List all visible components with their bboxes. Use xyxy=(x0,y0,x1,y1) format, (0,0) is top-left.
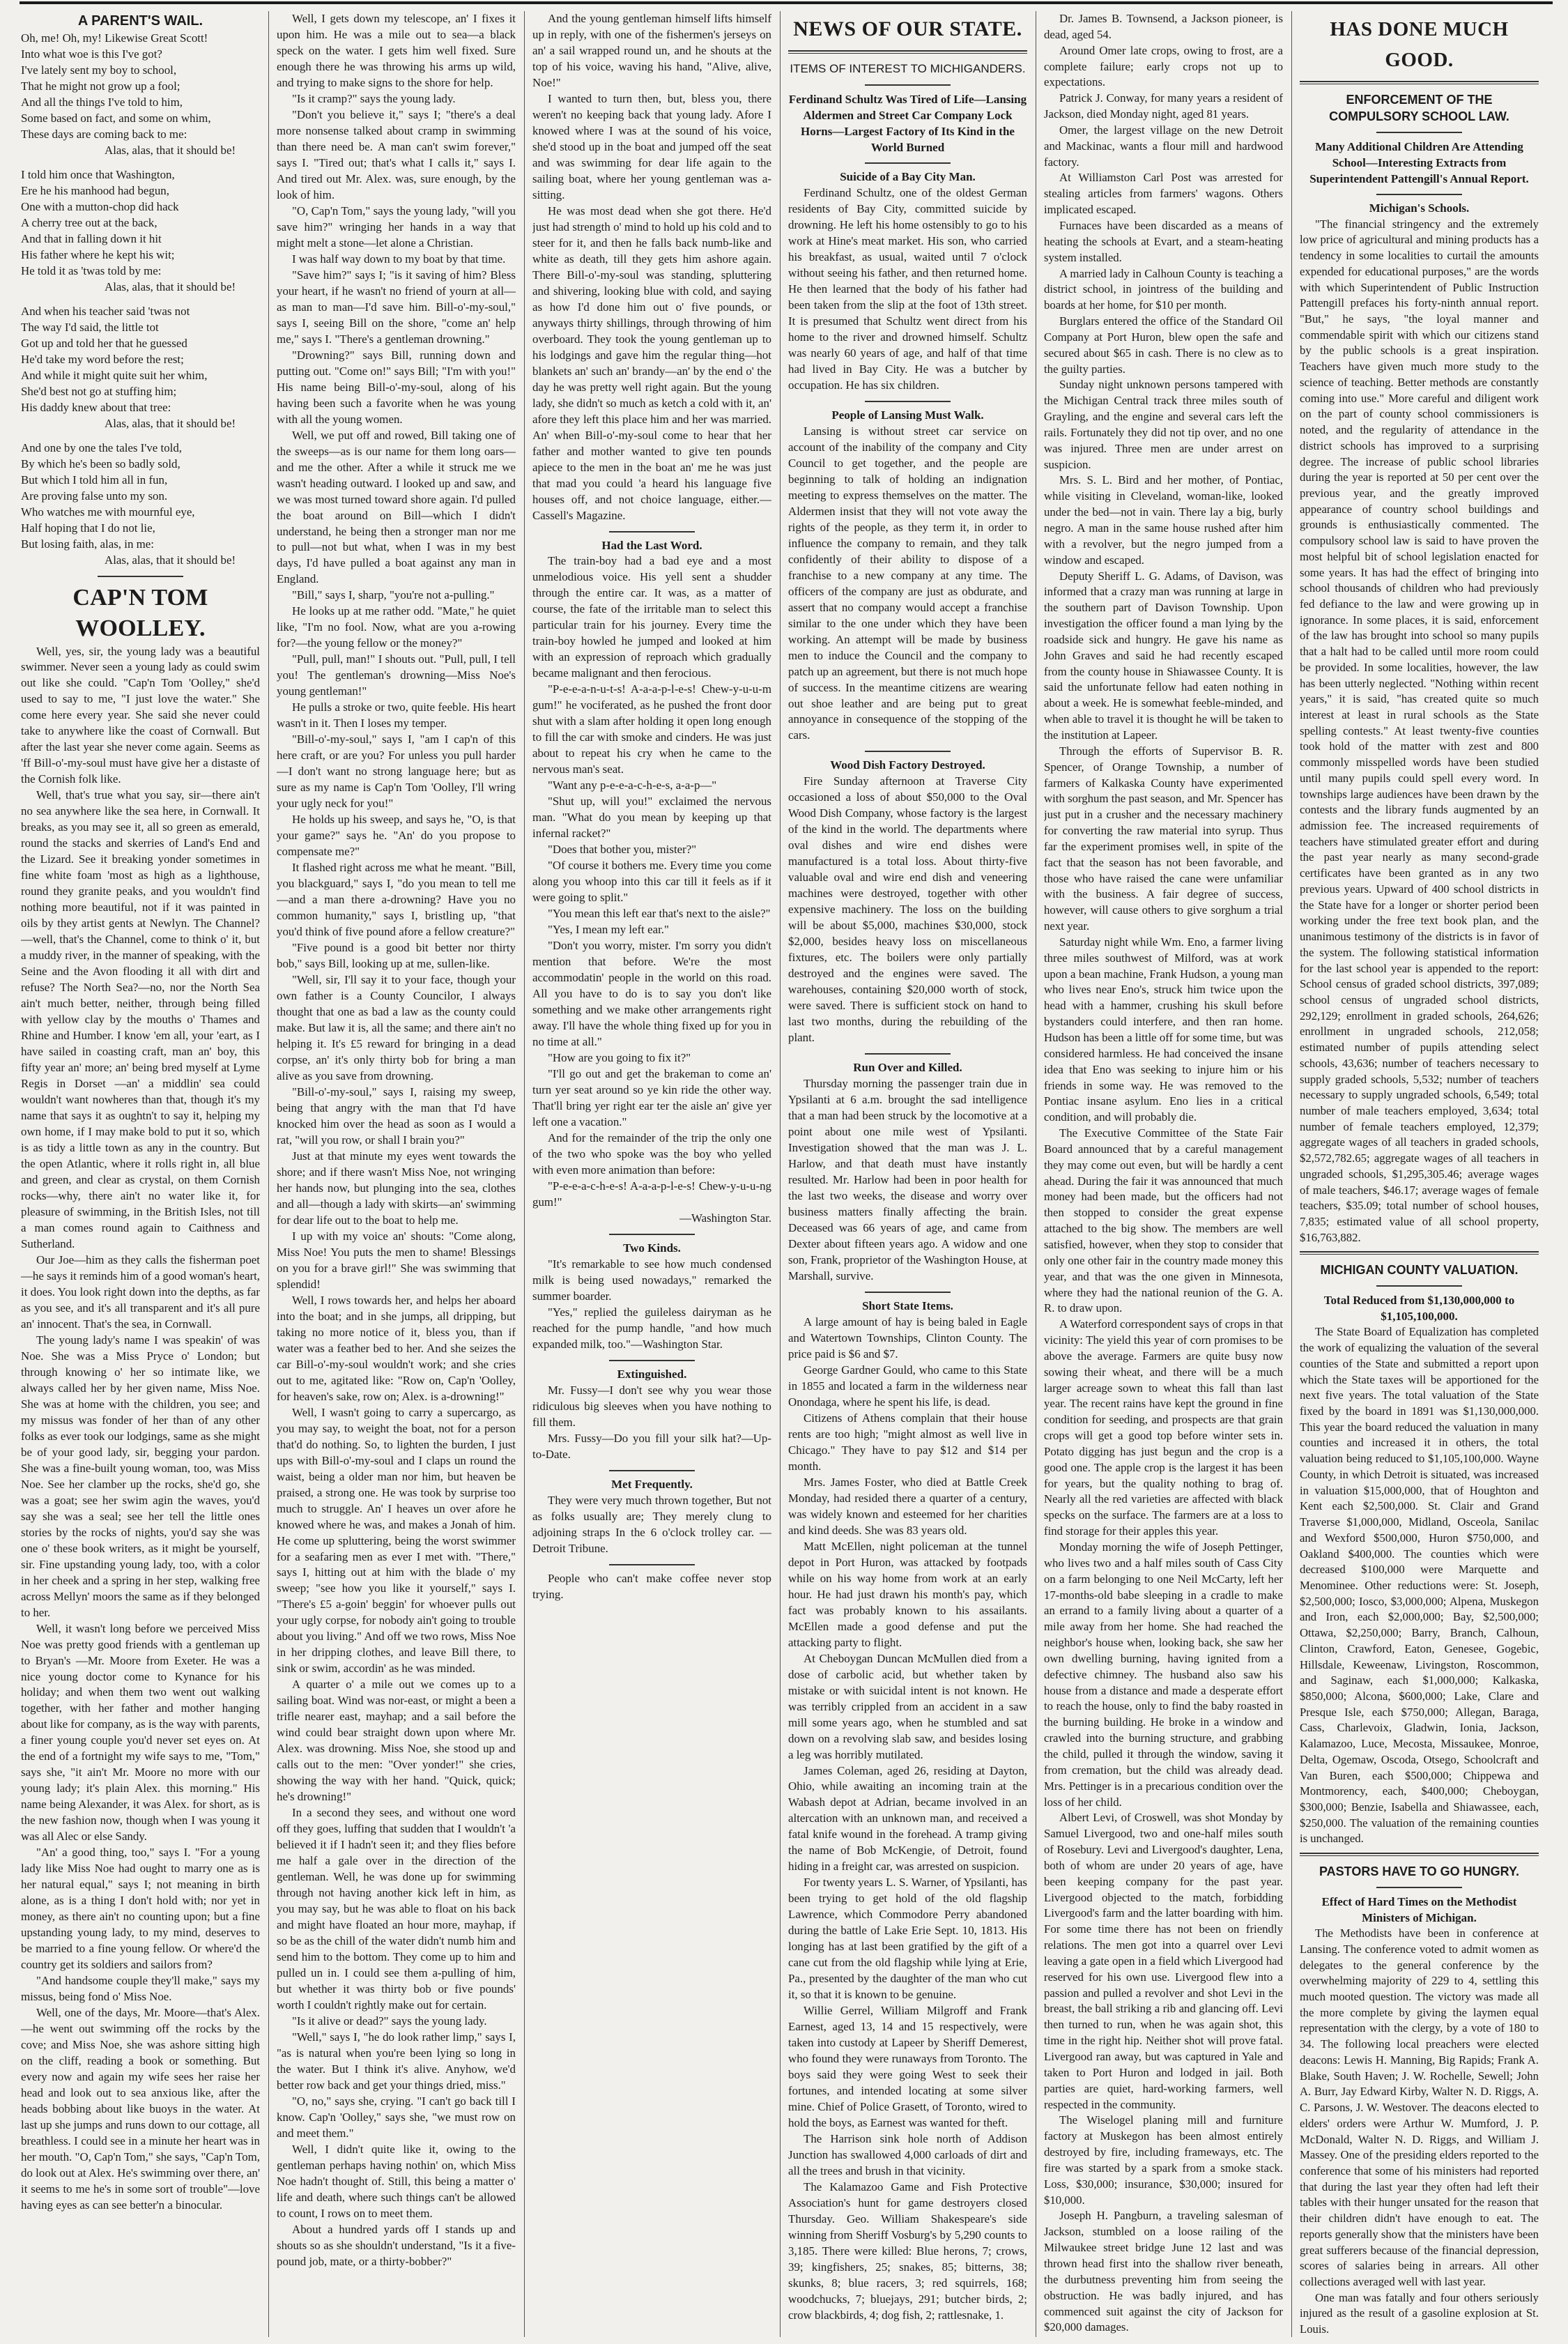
poem-line: I've lately sent my boy to school, xyxy=(21,63,177,77)
poem-line: A cherry tree out at the back, xyxy=(21,215,157,229)
story-paragraph: "Drowning?" says Bill, running down and putting out. "Come on!" says Bill; "I'm with you!" His name being Bill-o'-my-soul, along of his having been such a favorite when he was young with all the young women. xyxy=(277,348,516,426)
top-rule xyxy=(20,1,1553,4)
poem-line: But which I told him all in fun, xyxy=(21,473,168,487)
news-paragraph: The Harrison sink hole north of Addison Junction has swallowed 4,000 carloads of dirt and all the trees and brush in that vicinity. xyxy=(788,2132,1027,2178)
item-paragraph: And for the remainder of the trip the only one of the two who spoke was the boy who yelled with even more animation than before: xyxy=(532,1131,771,1177)
state-item: Deputy Sheriff L. G. Adams, of Davison, was informed that a crazy man was running at large in the southern part of Davison Township. Upon investigation the officer found a man lying by the roadside sick and hungry. He gave his name as John Graves and said he had recently escaped from the county house in Shiawassee County. It is said the unfortunate fellow had eaten nothing in about a week. He is somewhat feeble-minded, and when able to travel it is thought he will be taken to the institution at Lapeer. xyxy=(1044,569,1283,742)
item-heading: Met Frequently. xyxy=(611,1477,693,1491)
story-paragraph: And the young gentleman himself lifts himself up in reply, with one of the fishermen's jerseys on an' a sail wrapped round un, and he shouts at the top of his voice, waving his hand, "Alive, alive, Noe!" xyxy=(532,12,771,89)
column-divider xyxy=(524,11,525,2337)
divider xyxy=(609,1470,695,1471)
story-paragraph: Well, I gets down my telescope, an' I fixes it upon him. He was a mile out to sea—a black speck on the water. I gets him well fixed. Sure enough there he was throwing his arms up wild, and trying to make signs to the shore for help. xyxy=(277,12,516,89)
story-paragraph: It flashed right across me what he meant. "Bill, you blackguard," says I, "do you mean to tell me—and a man there a-drowning? Have you no common humanity," says I, bristling up, "that you'd think of five pound afore a fellow creature?" xyxy=(277,861,516,939)
pastors-heading: PASTORS HAVE TO GO HUNGRY. xyxy=(1319,1864,1520,1879)
news-section-heading: Run Over and Killed. xyxy=(853,1061,962,1075)
divider xyxy=(1376,194,1462,195)
story-paragraph: Well, I wasn't going to carry a supercargo, as you may say, to weight the boat, not for a person that'd do nothing. So, to lighten the burden, I just ups with Bill-o'-my-soul and I claps un round the waist, being a older man nor him, but heaven be praised, a strong one. He was took by surprise too much to struggle. An' I heaves un over afore he knowed where he was, and makes a Jonah of him. He come up spluttering, being the worst swimmer for a seafaring men as ever I met with. "There," says I, hitting out at him with the blade o' my sweep; "see how you like it yourself," says I. "There's £5 a-goin' beggin' for whoever pulls out your ugly corpse, for nobody ain't going to trouble about you living." And off we two rows, Miss Noe in her dripping clothes, and leave Bill there, to sink or swim, accordin' as he was minded. xyxy=(277,1405,516,1676)
short-items xyxy=(532,531,771,1603)
divider xyxy=(1300,1853,1539,1856)
news-paragraph: Matt McEllen, night policeman at the tunnel depot in Port Huron, was attacked by footpads while on his way home from work at an early hour. He had just drawn his month's pay, which fact was probably known to his assailants. McEllen made a good defense and put the attacking party to flight. xyxy=(788,1539,1027,1649)
story-paragraph: "O, no," says she, crying. "I can't go back till I know. Cap'n 'Oolley," says she, "we must row on and meet them." xyxy=(277,2094,516,2140)
state-item: Joseph H. Pangburn, a traveling salesman of Jackson, stumbled on a loose railing of the Milwaukee street bridge June 12 last and was thrown head first into the shallow river beneath, the durbutness preventing him from seeing the obstruction. He was badly injured, and has commenced suit against the city of Jackson for $20,000 damages. xyxy=(1044,2209,1283,2334)
pastors-paragraph: One man was fatally and four others seriously injured as the result of a gasoline explosion at St. Louis. xyxy=(1300,2290,1539,2336)
item-paragraph: "I'll go out and get the brakeman to come an' turn yer seat around so ye kin ride the other way. That'll bring yer right ear ter the aisle an' give yer left one a vacation." xyxy=(532,1066,771,1128)
pastors-body xyxy=(1300,1926,1539,2337)
divider xyxy=(865,1053,951,1055)
divider xyxy=(865,751,951,752)
schools-heading: Michigan's Schools. xyxy=(1369,201,1470,215)
divider xyxy=(865,84,951,86)
poem-line: Ere he his manhood had begun, xyxy=(21,183,169,197)
state-item: Furnaces have been discarded as a means of heating the schools at Evart, and a steam-heating system installed. xyxy=(1044,218,1283,264)
state-item: Omer, the largest village on the new Detroit and Mackinac, wants a flour mill and hardwood factory. xyxy=(1044,123,1283,169)
poem-line: And that in falling down it hit xyxy=(21,231,162,245)
column-divider xyxy=(1291,11,1292,2337)
column-6 xyxy=(1300,11,1539,2337)
item-paragraph: People who can't make coffee never stop trying. xyxy=(532,1571,771,1601)
divider xyxy=(1376,1887,1462,1888)
item-paragraph: "P-e-e-a-n-u-t-s! A-a-a-p-l-e-s! Chew-y-u-u-m gum!" he vociferated, as he pushed the front door shut with a slam after holding it open long enough to fill the car with smoke and cinders. He was just about to repeat his cry when he came to the nervous man's seat. xyxy=(532,682,771,776)
item-paragraph: Mr. Fussy—I don't see why you wear those ridiculous big sleeves when you have nothing to fill them. xyxy=(532,1383,771,1429)
poem-line: That he might not grow up a fool; xyxy=(21,79,180,93)
poem-line: Alas, alas, that it should be! xyxy=(105,416,236,430)
state-item: Monday morning the wife of Joseph Pettinger, who lives two and a half miles south of Cass City on a farm belonging to one Neil McCarty, left her 17-months-old babe sleeping in a cradle to make an errand to a family living about a quarter of a mile away from her home. She had reached the neighbor's house when, looking back, she saw her own dwelling burning, having ignited from a defective chimney. The husband also saw his house from a distance and made a desperate effort to reach the house, only to find the baby roasted in the burning building. He broke in a window and crawled into the burning structure, and grabbing the child, pulled it through the window, saving it from cremation, but the child was already dead. Mrs. Pettinger is in a precarious condition over the loss of her child. xyxy=(1044,1540,1283,1809)
state-item: Sunday night unknown persons tampered with the Michigan Central track three miles south of Grayling, and the engine and several cars left the rails. Fortunately they did not tip over, and no one was injured. Three men are under arrest on suspicion. xyxy=(1044,378,1283,471)
divider xyxy=(609,1234,695,1235)
story-paragraph: He was most dead when she got there. He'd just had strength o' mind to hold up his cold and to steer for it, and then he falls back numb-like and white as death, till they gets him ashore again. There Bill-o'-my-soul was standing, spluttering and shivering, looking blue with cold, and saying as how I'd done him out o' five pounds, or anyways thirty shillings, through throwing of him overboard. They took the young gentleman up to his lodgings and gave him the regular thing—hot blankets an' such an' brandy—an' by the end o' the day he was pretty well right again. But the young lady, she didn't so much as ketch a cold with it, an' afore they left this place him and her was married. An' when Bill-o'-my-soul come to hear that her father and mother wanted to give ten pounds apiece to the men in the boat an' me he was just that mad you could 'a heard his language five houses off, and not choice language, either.—Cassell's Magazine. xyxy=(532,204,771,522)
item-paragraph: "Don't you worry, mister. I'm sorry you didn't mention that before. We're the most accommodatin' people in the world on this road. All you have to do is to say you don't like something and we make other arrangements right away. I'll have the whole thing fixed up for you in no time at all." xyxy=(532,939,771,1049)
valuation-heading: MICHIGAN COUNTY VALUATION. xyxy=(1320,1263,1519,1278)
state-item: A Waterford correspondent says of crops in that vicinity: The yield this year of corn promises to be above the average. Farmers are quite busy now sowing their wheat, and there will be a much larger acreage sown to wheat this fall than last year. The recent rains have kept the ground in fine condition for seeding, and prospects are that grain crops will get a good top before winter sets in. Potato digging has just begun and the crop is a good one. The apple crop is the largest it has been for years, but the quality nothing to brag of. Nearly all the red varieties are affected with black specks on the surface. The farmers are at a loss to find storage for their apples this year. xyxy=(1044,1317,1283,1538)
poem-title: A PARENT'S WAIL. xyxy=(77,13,203,29)
divider xyxy=(865,162,951,164)
news-paragraph: Mrs. James Foster, who died at Battle Creek Monday, had resided there a quarter of a century, was widely known and esteemed for her charities and kind deeds. She was 83 years old. xyxy=(788,1475,1027,1537)
news-paragraph: George Gardner Gould, who came to this State in 1855 and located a farm in the wilderness near Onondaga, where he spent his life, is dead. xyxy=(788,1363,1027,1409)
poem-line: And one by one the tales I've told, xyxy=(21,441,183,454)
story-paragraph: Well, one of the days, Mr. Moore—that's Alex.—he went out swimming off the rocks by the cove; and Miss Noe, she was ashore sitting high on the cliff, reading a book or something. But every now and again my wife sees her raise her head and look out to sea anxious like, after the heads bobbing about like buoys in the water. At last up she jumps and runs down to our cottage, all breathless. I could see in a minute her heart was in her mouth. "O, Cap'n Tom," she says, "Cap'n Tom, do look out at Alex. He's swimming over there, an' it seems to me he's in some sort of trouble"—love having eyes as can see better'n a binocular. xyxy=(21,2006,260,2212)
poem-line: Are proving false unto my son. xyxy=(21,489,168,503)
news-paragraph: Fire Sunday afternoon at Traverse City occasioned a loss of about $50,000 to the Oval Wood Dish Company, whose factory is the largest of the kind in the world. The departments where oval dishes and wire end dishes were manufactured is a total loss. About thirty-five valuable oval and wire end dish and veneering machines were destroyed, together with other expensive machinery. The loss on the building will be about $5,000, machines $30,000, stock $2,000, besides heavy loss on miscellaneous fixtures, etc. The boilers were only partially destroyed and the engines were saved. The warehouses, containing $20,000 worth of stock, were saved. There is sufficient stock on hand to last two months, during the rebuilding of the plant. xyxy=(788,774,1027,1045)
story-paragraph: "And handsome couple they'll make," says my missus, being fond o' Miss Noe. xyxy=(21,1974,260,2004)
column-3 xyxy=(532,11,771,2337)
poem-body xyxy=(21,31,260,569)
news-section-heading: People of Lansing Must Walk. xyxy=(831,408,984,422)
state-item: Albert Levi, of Croswell, was shot Monday by Samuel Livergood, two and one-half miles south of Rosebury. Levi and Livergood's daughter, Lena, both of whom are under 20 years of age, have been keeping company for the past year. Livergood objected to the match, forbidding Livergood's farm and the latter boarding with him. For some time there has not been on friendly relations. The men got into a quarrel over Levi leaving a gate open in a field which Livergood had reserved for his own use. Livergood flew into a passion and pulled a revolver and shot Levi in the breast, the ball striking a rib and glancing off. Levi then turned to run, when he was again shot, this time in the right hip. Neither shot will prove fatal. Livergood ran away, but was captured in Yale and taken to Port Huron and lodged in jail. Both parties are quiet, hard-working farmers, well respected in the community. xyxy=(1044,1811,1283,2111)
item-paragraph: "Want any p-e-e-a-c-h-e-s, a-a-p—" xyxy=(548,779,717,792)
news-paragraph: James Coleman, aged 26, residing at Dayton, Ohio, while awaiting an incoming train at the Wabash depot at Adrian, became involved in an altercation with an unknown man, and received a fatal knife wound in the forehead. A tramp giving the name of Bob McKengie, of Detroit, found hiding in a freight car, was arrested on suspicion. xyxy=(788,1763,1027,1874)
news-paragraph: The Kalamazoo Game and Fish Protective Association's hunt for game destroyers closed Thursday. Geo. William Shakespeare's side winning from Sheriff Vosburg's by 5,290 counts to 3,185. There were killed: Blue herons, 7; crows, 39; kingfishers, 25; snakes, 85; bitterns, 38; skunks, 8; blue racers, 3; red squirrels, 168; woodchucks, 7; bluejays, 291; butcher birds, 2; crow blackbirds, 4; dog fish, 2; rattlesnake, 1. xyxy=(788,2180,1027,2322)
item-heading: Had the Last Word. xyxy=(601,538,702,552)
item-paragraph: They were very much thrown together, But not as folks usually are; They merely clung to adjoining straps In the 6 o'clock trolley car. —Detroit Tribune. xyxy=(532,1493,771,1555)
story-paragraph: Well, I didn't quite like it, owing to the gentleman perhaps having nothin' on, which Miss Noe hadn't thought of. Still, this being a matter o' life and death, where such things can't be allowed to count, I rows on to meet them. xyxy=(277,2142,516,2220)
story-paragraph: "Is it cramp?" says the young lady. xyxy=(292,91,456,105)
poem-line: And all the things I've told to him, xyxy=(21,95,183,109)
poem-line: Half hoping that I do not lie, xyxy=(21,521,155,535)
stanza-gap xyxy=(21,296,260,304)
story-body-part-1 xyxy=(21,644,260,2214)
story-paragraph: Just at that minute my eyes went towards the shore; and if there wasn't Miss Noe, not wringing her hands now, but plunging into the sea, clothes and all—though a lady with skirts—an' swimming for dear life out to the boat to help me. xyxy=(277,1149,516,1227)
divider xyxy=(609,1360,695,1361)
news-title: NEWS OF OUR STATE. xyxy=(793,17,1022,40)
divider xyxy=(1376,132,1462,133)
poem-line: The way I'd said, the little tot xyxy=(21,320,159,334)
poem-line: Alas, alas, that it should be! xyxy=(105,279,236,293)
divider xyxy=(788,50,1027,54)
news-section-heading: Short State Items. xyxy=(862,1299,953,1312)
schools-body xyxy=(1300,217,1539,1246)
divider xyxy=(865,1292,951,1293)
newspaper-page xyxy=(20,0,1553,2344)
state-item: Around Omer late crops, owing to frost, are a complete failure; early crops not up to expectations. xyxy=(1044,43,1283,89)
story-paragraph: I up with my voice an' shouts: "Come along, Miss Noe! You puts the men to shame! Blessings on you for a brave girl!" She was swimming that splendid! xyxy=(277,1229,516,1291)
story-paragraph: He pulls a stroke or two, quite feeble. His heart wasn't in it. Then I loses my temper. xyxy=(277,700,516,730)
column-divider xyxy=(780,11,781,2337)
schools-paragraph: "The financial stringency and the extremely low price of agricultural and mining products has a tendency in some localities to curtail the amounts expended for educational purposes," are the words with which Superintendent of Public Instruction Pattengill prefaces his forty-ninth annual report. "But," he says, "the loyal manner and commendable spirit with which our citizens stand by the public schools is a great inspiration. Teachers have given much more study to the science of teaching. Better methods are constantly coming into use." More careful and diligent work on the part of county school commissioners is noted, and the regularity of attendance in the district schools has improved to a surprising degree. The increase of public school libraries during the year is reported at 50 per cent over the previous year, and the greatly improved appearance of country school buildings and grounds is enthusiastically commented. The compulsory school law is said to have proven the most helpful bit of school legislation enacted for some years. It has had the effect of bringing into school thousands of children who had previously fed defiance to the law and were growing up in ignorance. In some places, it is said, enforcement of the law has brought into school so many pupils that a halt had to be called until more room could be provided. In some localities, however, the law has been utterly neglected. "Nothing within recent years," it is said, "has created quite so much interest at least in rural schools as the State spelling contests." At least twenty-five counties took hold of the matter with zest and 800 commonly misspelled words have been studied until many pupils could spell every word. In townships large audiences have been drawn by the contests and the library funds augmented by an admission fee. The increased requirements of teachers have stimulated greater effort and during the past year nearly as many second-grade certificates have been granted as in any two previous years. Upward of 400 school districts in the State have for a longer or shorter period been working under the free text book plan, and the unanimous testimony of the districts is in favor of the system. The following statistical information for the last school year is appended to the report: School census of graded school districts, 397,089; school census of ungraded school districts, 292,129; enrollment in graded schools, 264,626; enrollment in ungraded schools, 212,058; estimated number of pupils attending select schools, 43,636; number of teachers necessary to supply graded schools, 5,532; number of teachers necessary to supply ungraded schools, 6,549; total number of male teachers employed, 3,634; total number of female teachers employed, 12,379; aggregate wages of all teachers in graded schools, $2,572,782.65; aggregate wages of all teachers in ungraded schools, $1,295,305.46; average wages of male teachers, $46.17; average wages of female teachers, $35.09; total number of school houses, 7,835; estimated value of all school property, $16,763,882. xyxy=(1300,217,1539,1244)
poem-line: She'd best not go at stuffing him; xyxy=(21,384,177,398)
stanza-gap xyxy=(21,159,260,167)
news-paragraph: For twenty years L. S. Warner, of Ypsilanti, has been trying to get hold of the old flagship Lawrence, which Commodore Perry abandoned during the battle of Lake Erie Sept. 10, 1813. His longing has at last been gratified by the gift of a cane cut from the old flagship while lying at Erie, Pa., presented by the daughter of the man who cut it, so that it is known to be genuine. xyxy=(788,1876,1027,2002)
news-section-heading: Suicide of a Bay City Man. xyxy=(840,170,976,183)
item-paragraph: "P-e-e-a-c-h-e-s! A-a-a-p-l-e-s! Chew-y-u-u-ng gum!" xyxy=(532,1179,771,1209)
story-paragraph: He holds up his sweep, and says he, "O, is that your game?" says he. "An' do you propose to compensate me?" xyxy=(277,813,516,859)
divider xyxy=(1300,1251,1539,1255)
news-paragraph: A large amount of hay is being baled in Eagle and Watertown Townships, Clinton County. The price paid is $6 and $7. xyxy=(788,1315,1027,1361)
item-paragraph: "Does that bother you, mister?" xyxy=(548,843,697,857)
valuation-deck: Total Reduced from $1,130,000,000 to $1,105,100,000. xyxy=(1323,1294,1515,1324)
school-deck: Many Additional Children Are Attending School—Interesting Extracts from Superintendent Pattengill's Annual Report. xyxy=(1309,140,1529,185)
state-item: Mrs. S. L. Bird and her mother, of Pontiac, while visiting in Cleveland, woman-like, looked under the bed—not in vain. There lay a big, burly negro. A man in the same house rushed after him with a revolver, but the negro jumped from a window and escaped. xyxy=(1044,473,1283,567)
poem-line: But losing faith, alas, in me: xyxy=(21,537,154,551)
state-item: Through the efforts of Supervisor B. R. Spencer, of Orange Township, a number of farmers of Kalkaska County have experimented with sorghum the past season, and Mr. Spencer has just put in a crusher and the necessary machinery for converting the raw material into syrup. Thus far the experiment promises well, in spite of the fact that the season has not been favorable, and those who have raised the cane were unfamiliar with the business. A fair degree of success, however, will cause others to give sorghum a trial next year. xyxy=(1044,744,1283,933)
news-paragraph: Lansing is without street car service on account of the inability of the company and City Council to get together, and the people are beginning to talk of holding an indignation meeting to express themselves on the matter. The Aldermen insist that they will not vote away the rights of the people, as they term it, in order to influence the company to remain, and they talk confidently of their ability to dispose of a franchise to a new company at any time. The officers of the company are just as obdurate, and assert that no company would accept a franchise similar to the one under which they have been working. An attempt will be made by business men to induce the Council and the company to patch up an agreement, but there is not much hope of success. In the meantime citizens are wearing out shoe leather and are being put to great annoyance in consequence of the stopping of the cars. xyxy=(788,424,1027,742)
poem-line: His father where he kept his wit; xyxy=(21,247,175,261)
item-paragraph: Mrs. Fussy—Do you fill your silk hat?—Up-to-Date. xyxy=(532,1431,771,1461)
story-paragraph: A quarter o' a mile out we comes up to a sailing boat. Wind was nor-east, or might a been a trifle nearer east, mayhap; and a sail before the wind could bear straight down upon where Mr. Alex. was drowning. Miss Noe, she stood up and calls out to the men: "Over yonder!" she cries, showing the way with her hand. "Quick, quick; he's drowning!" xyxy=(277,1678,516,1804)
news-paragraph: Willie Gerrel, William Milgroff and Frank Earnest, aged 13, 14 and 15 respectively, were taken into custody at Lapeer by Sheriff Demerest, who found they were runaways from Toronto. The boys said they were going West to seek their fortunes, and intended locating at some silver mine. Chief of Police Grasett, of Toronto, wired to hold the boys, as Earnest was wanted for theft. xyxy=(788,2004,1027,2130)
poem-line: These days are coming back to me: xyxy=(21,127,187,141)
news-paragraph: Citizens of Athens complain that their house rents are too high; "might almost as well live in Chicago." They have to pay $12 and $14 per month. xyxy=(788,1411,1027,1473)
story-paragraph: The young lady's name I was speakin' of was Noe. She was a Miss Pryce o' London; but through knowing o' her so intimate like, we always called her by her given name, Miss Noe. She was at home with the children, you see; and my missus was fonder of her than of any other folks as ever took our lodgings, same as she might be of your good lady, sir, begging your pardon. She was a fine-built young woman, too, was Miss Noe. See her clamber up the rocks, she'd go, she was a goat; see her swim agin the waves, you'd say she was a seal; see her tell the little ones stories by the rocks of nights, you'd say she was one o' these book writers, as it might be yourself, sir. Fine upstanding young lady, too, with a color in her cheek and a spring in her step, walking free across Mellyn' moors the same as if they belonged to her. xyxy=(21,1333,260,1619)
story-paragraph: "Bill," says I, sharp, "you're not a-pulling." xyxy=(292,588,495,602)
divider xyxy=(609,531,695,533)
news-section-heading: Wood Dish Factory Destroyed. xyxy=(830,758,985,772)
poem-line: Into what woe is this I've got? xyxy=(21,47,162,61)
story-paragraph: "Five pound is a good bit better nor thirty bob," says Bill, looking up at me, sullen-like. xyxy=(277,941,516,971)
state-item: Burglars entered the office of the Standard Oil Company at Port Huron, blew open the safe and secured about $65 in cash. There is no clew as to the guilty parties. xyxy=(1044,314,1283,376)
pastors-deck: Effect of Hard Times on the Methodist Ministers of Michigan. xyxy=(1321,1895,1517,1925)
news-subtitle: ITEMS OF INTEREST TO MICHIGANDERS. xyxy=(790,62,1026,75)
item-paragraph: "It's remarkable to see how much condensed milk is being used nowadays," remarked the summer boarder. xyxy=(532,1257,771,1303)
divider xyxy=(1376,1285,1462,1287)
news-sections xyxy=(788,169,1027,2324)
poem-line: Alas, alas, that it should be! xyxy=(105,553,236,567)
story-paragraph: I was half way down to my boat by that time. xyxy=(292,252,506,266)
pastors-paragraph: The Methodists have been in conference at Lansing. The conference voted to admit women as delegates to the general conference by the overwhelming majority of 229 to 4, settling this much mooted question. The victory was made all the more complete by giving the laymen equal representation with the clergy, by a vote of 180 to 34. The following local preachers were elected deacons: Lewis H. Manning, Big Rapids; Frank A. Blake, South Haven; J. W. Rochelle, Sewell; John A. Burr, Jay Edward Kirby, Walter N. D. Riggs, A. C. Parsons, J. W. Westover. The deacons elected to elders' orders were Arthur W. Mumford, J. P. McDonald, Walter N. D. Riggs, and William J. Massey. One of the presiding elders reported to the conference that some of his ministers had reported that during the last year they often had left their tables with their hunger unsated for the reason that their children didn't have enough to eat. The reports generally show that the ministers have been great sufferers because of the financial depression, scores of salaries being in arrears. All other collections averaged well with last year. xyxy=(1300,1926,1539,2288)
valuation-paragraph: The State Board of Equalization has completed the work of equalizing the valuation of the several counties of the State and submitted a report upon which the State taxes will be apportioned for the next five years. The total valuation of the State fixed by the board in 1891 was $1,130,000,000. This year the board reduced the valuation in many counties and increased it in others, the total valuation being reduced to $1,105,100,000. Wayne County, in which Detroit is situated, was increased in valuation $15,000,000, that of Houghton and Kent each $2,500,000. St. Clair and Grand Traverse $1,000,000, Midland, Osceola, Sanilac and Wexford $500,000, Huron $750,000, and Oakland $400,000. The counties which were decreased $100,000 were Marquette and Menominee. Other reductions were: St. Joseph, $2,500,000; Iosco, $3,000,000; Alpena, Muskegon and Iron, each $2,000,000; Bay, $2,500,000; Ottawa, $2,250,000; Barry, Branch, Calhoun, Clinton, Crawford, Eaton, Genesee, Gogebic, Hillsdale, Keweenaw, Livingston, Roscommon, and Saginaw, each $1,000,000; Kalkaska, $850,000; Alcona, $600,000; Lake, Clare and Presque Isle, each $750,000; Allegan, Baraga, Cass, Charlevoix, Gladwin, Ionia, Jackson, Kalamazoo, Luce, Mecosta, Missaukee, Monroe, Delta, Ogemaw, Oscoda, Otsego, Schoolcraft and Van Buren, each $500,000; Chippewa and Montmorency, each, $400,000; Cheboygan, $300,000; Benzie, Isabella and Shiawassee, each, $250,000. The valuation of the remaining counties is unchanged. xyxy=(1300,1325,1539,1846)
state-item: Saturday night while Wm. Eno, a farmer living three miles southwest of Milford, was at work upon a bean machine, Frank Hudson, a young man who lives near Eno's, struck him twice upon the head with a hammer, crushing his skull before bystanders could interfere, and then ran home. Hudson has been a little off for some time, but was considered harmless. He had conceived the insane idea that Eno was seeking to injure him or his friends in some way. He was removed to the Pontiac insane asylum. Eno lies in a critical condition, and will probably die. xyxy=(1044,935,1283,1124)
story-body-part-3 xyxy=(532,11,771,524)
story-paragraph: I wanted to turn then, but, bless you, there weren't no keeping back that young lady. Afore I knowed where I was at the sound of his voice, she'd stood up in the boat and jumped off the seat and was swimming for dear life again to the sailing boat, where her young gentleman was a-sitting. xyxy=(532,91,771,201)
item-source: —Washington Star. xyxy=(679,1211,771,1225)
divider xyxy=(865,401,951,402)
story-paragraph: "Is it alive or dead?" says the young lady. xyxy=(292,2014,487,2028)
school-subtitle: ENFORCEMENT OF THE COMPULSORY SCHOOL LAW. xyxy=(1329,93,1509,123)
column-2 xyxy=(277,11,516,2337)
story-paragraph: About a hundred yards off I stands up and shouts so as she shouldn't understand, "Is it a five-pound job, mate, or a thirty-bobber?" xyxy=(277,2222,516,2268)
item-paragraph: "You mean this left ear that's next to the aisle?" xyxy=(548,907,771,921)
story-paragraph: "O, Cap'n Tom," says the young lady, "will you save him?" wringing her hands in a way that might melt a stone—let alone a Christian. xyxy=(277,204,516,250)
school-title: HAS DONE MUCH GOOD. xyxy=(1330,18,1509,71)
item-heading: Extinguished. xyxy=(617,1367,687,1381)
story-paragraph: "Save him?" says I; "is it saving of him? Bless your heart, if he wasn't no friend of yourn at all—as man to man—I'd save him. Bill-o'-my-soul," says I, seeing Bill on the shore, "come an' help me," says I. "There's a gentleman drowning." xyxy=(277,268,516,346)
column-4 xyxy=(788,11,1027,2337)
news-paragraph: At Cheboygan Duncan McMullen died from a dose of carbolic acid, but whether taken by mistake or with suicidal intent is not known. He was terribly crippled from an accident in a saw mill some years ago, when he stumbled and sat down on a revolving slab saw, and besides losing a leg was horribly mutilated. xyxy=(788,1651,1027,1761)
story-paragraph: Our Joe—him as they calls the fisherman poet—he says it reminds him of a good woman's heart, it does. You look right down into the depths, as far as you see, and it's all transparent and it's all pure an' innocent. That's the sea, in Cornwall. xyxy=(21,1253,260,1331)
poem-line: His daddy knew about that tree: xyxy=(21,400,171,414)
story-paragraph: Well, we put off and rowed, Bill taking one of the sweeps—as is our name for them long oars—and me the other. After a while it struck me we wasn't heading outward. I looked up and saw, and we was most turned toward shore again. I'd pulled the boat around on Bill—which I didn't understand, he being then a stronger man nor me to pull—not but what, when I was in my best days, I'd have pulled a boat against any man in England. xyxy=(277,428,516,586)
poem-line: He told it as 'twas told by me: xyxy=(21,263,162,277)
story-paragraph: He looks up at me rather odd. "Mate," he quiet like, "I'm no fool. Now, what are you a-rowing for?—the young fellow or the money?" xyxy=(277,604,516,650)
poem-line: Who watches me with mournful eye, xyxy=(21,505,195,519)
item-paragraph: "Shut up, will you!" exclaimed the nervous man. "What do you mean by keeping up that infernal racket?" xyxy=(532,795,771,841)
poem-line: Got up and told her that he guessed xyxy=(21,336,187,350)
poem-line: Some based on fact, and some on whim, xyxy=(21,111,211,125)
news-paragraph: Thursday morning the passenger train due in Ypsilanti at 6 a.m. brought the sad intelligence that a man had been struck by the locomotive at a point about one mile west of Ypsilanti. Investigation showed that the man was J. L. Harlow, and that death must have instantly resulted. Mr. Harlow had been in poor health for the last two weeks, the disease and worry over business matters finally affecting the brain. Deceased was 66 years of age, and came from Dexter about fifteen years ago. A widow and one son, Frank, proprietor of the Washington House, at Marshall, survive. xyxy=(788,1077,1027,1282)
item-paragraph: "Yes," replied the guileless dairyman as he reached for the pump handle, "and how much expanded milk, too."—Washington Star. xyxy=(532,1305,771,1351)
story-title: CAP'N TOM WOOLLEY. xyxy=(72,584,208,641)
story-paragraph: "Well, sir, I'll say it to your face, though your own father is a County Councilor, I always thought that one as bad a law as the county could make. But law it is, all the same; and there ain't no helping it. It's £5 reward for bringing in a dead corpse, an' it's only thirty bob for bring a man alive as you save from drowning. xyxy=(277,973,516,1082)
story-paragraph: In a second they sees, and without one word off they goes, luffing that sudden that I wouldn't 'a believed it if I hadn't seen it; and they flies before me half a gale over in the direction of the gentleman. Well, he was done up for swimming through not having another kick left in him, as you may say, but he was able to float on his back and might have floated an hour more, mayhap, if so be as the chill of the water didn't numb him and send him to the bottom. They come up to him and pulled un in. I could see them a-pulling of him, but whether it was thirty bob or five pounds' worth I couldn't rightly make out for certain. xyxy=(277,1806,516,2012)
story-body-part-2 xyxy=(277,11,516,2270)
story-paragraph: "Bill-o'-my-soul," says I, raising my sweep, being that angry with the man that I'd have knocked him over the head as soon as I would a rat, "will you row, or shall I brain you?" xyxy=(277,1085,516,1147)
column-divider xyxy=(268,11,269,2337)
story-paragraph: Well, it wasn't long before we perceived Miss Noe was pretty good friends with a gentleman up to Bryan's —Mr. Moore from Exeter. He was a nice young doctor come to Kynance for his holiday; and when them two went out walking together, with her father and mother hanging about like for company, as is the way with parents, a finer young couple you'd never set eyes on. At the end of a fortnight my wife says to me, "Tom," says she, "it ain't Mr. Moore no more with our young lady; it's plain Alex. this morning." His name being Alexander, it was Alex. for short, as is the new fashion now, though when I was young it was all Alec or else Sandy. xyxy=(21,1621,260,1844)
story-paragraph: "Pull, pull, man!" I shouts out. "Pull, pull, I tell you! The gentleman's drowning—Miss Noe's young gentleman!" xyxy=(277,652,516,698)
state-items xyxy=(1044,11,1283,2336)
poem-line: By which he's been so badly sold, xyxy=(21,457,180,470)
poem-line: Oh, me! Oh, my! Likewise Great Scott! xyxy=(21,31,208,45)
poem-line: And while it might quite suit her whim, xyxy=(21,368,208,382)
news-deck: Ferdinand Schultz Was Tired of Life—Lansing Aldermen and Street Car Company Lock Horns—Largest Factory of Its Kind in the World Burned xyxy=(788,93,1027,154)
divider xyxy=(609,1564,695,1565)
state-item: At Williamston Carl Post was arrested for stealing articles from farmers' wagons. Others implicated escaped. xyxy=(1044,171,1283,217)
divider xyxy=(1300,81,1539,84)
story-paragraph: Well, that's true what you say, sir—there ain't no sea anywhere like the sea here, in Cornwall. It breaks, as you may see it, all so green as emerald, round the stacks and skerries of Land's End and the Lizard. See it breaking yonder sometimes in fine white foam 'most as high as a lighthouse, round they granite peaks, and you wouldn't find nothing more beautiful, not if it was painted in oils by they artist gents at Newlyn. The Channel?—well, that's the Channel, come to think o' it, but a muddy river, in the manner of speaking, with the Seine and the Avon flooding it all with dirt and refuse? The North Sea?—no, nor the North Sea ain't much better, neither, through being filled with yellow clay by the mouths o' Thames and Rhine and Humber. I know 'em all, your 'eart, as I have sailed in coasting craft, man an' boy, this fifty year an' more; an' being bred myself at Lyme Regis in Dorset —an' a middlin' sea could wouldn't want nowheres than that, though it's my name that says it as oughtn't to say it, helping my own home, if I may make bold to put it so, which is as tidy a little town as any in the country. But the open Atlantic, where it rolls right in, all blue and green, and clear as crystal, on them Cornish rocks—why, there ain't no water like it, for pleasure of swimming, in the British Isles, not till a man comes round again to Caithness and Sutherland. xyxy=(21,788,260,1250)
state-item: The Wiselogel planing mill and furniture factory at Muskegon has been almost entirely destroyed by fire, including frameways, etc. The fire was started by a spark from a smoke stack. Loss, $30,000; insurance, $30,000; insured for $10,000. xyxy=(1044,2113,1283,2207)
item-heading: Two Kinds. xyxy=(623,1241,681,1255)
poem-line: He'd take my word before the rest; xyxy=(21,352,184,366)
story-paragraph: "Don't you believe it," says I; "there's a deal more nonsense talked about cramp in swimming than there need be. A man can't swim forever," says I. "Tired out; that's what I calls it," says I. And tired out Mr. Alex. was, sure enough, by the look of him. xyxy=(277,107,516,201)
story-paragraph: Well, I rows towards her, and helps her aboard into the boat; and in she jumps, all dripping, but taking no more notice of it, bless you, than if water was a feather bed to her. And she seizes the car Bill-o'-my-soul wouldn't work; and she cries out to me, agitated like: "Row on, Cap'n 'Oolley, for heaven's sake, row on; Alex. is a-drowning!" xyxy=(277,1293,516,1403)
story-paragraph: "Bill-o'-my-soul," says I, "am I cap'n of this here craft, or are you? For unless you pull harder—I don't want no strong language here; but as sure as my name is Cap'n Tom 'Oolley, I'll wring your ugly neck for you!" xyxy=(277,733,516,811)
stanza-gap xyxy=(21,432,260,441)
poem-line: I told him once that Washington, xyxy=(21,167,175,181)
story-paragraph: Well, yes, sir, the young lady was a beautiful swimmer. Never seen a young lady as could swim out like she could. "Cap'n Tom 'Oolley," she'd used to say to me, "I just love the water." She come here every year. She said she never could take to anywhere like the coast of Cornwall. But after the last year she never come again. Seems as 'ff Bill-o'-my-soul must have give her a distaste of the Cornish folk like. xyxy=(21,644,260,786)
divider xyxy=(98,576,183,577)
state-item: The Executive Committee of the State Fair Board announced that by a careful management they may come out even, but will be hardly a cent ahead. During the fair it was announced that much money had been made, but the officers had not then stopped to consider the great expense attached to the big show. The members are well satisfied, however, when they stop to consider that only one other fair in the country made money this year, and that was the one given in Minnesota, where they had the national reunion of the G. A. R. to draw upon. xyxy=(1044,1126,1283,1315)
state-item: Dr. James B. Townsend, a Jackson pioneer, is dead, aged 54. xyxy=(1044,12,1283,41)
news-paragraph: Ferdinand Schultz, one of the oldest German residents of Bay City, committed suicide by drowning. He left his home ostensibly to go to his work at Hine's meat market. His son, who carried his breakfast, as usual, waited until 7 o'clock without seeing his father, and then returned home. He then learned that the body of his father had been taken from the slip at the foot of 13th street. It is presumed that Schultz went direct from his home to the river and drowned himself. Schultz was nearly 60 years of age, and half of that time had lived in Bay City. He was a butcher by occupation. He has six children. xyxy=(788,185,1027,392)
valuation-body xyxy=(1300,1324,1539,1847)
state-item: Patrick J. Conway, for many years a resident of Jackson, died Monday night, aged 81 years. xyxy=(1044,91,1283,121)
item-paragraph: "Of course it bothers me. Every time you come along you whoop into this car till it feels as if it were going to split." xyxy=(532,859,771,905)
poem-line: Alas, alas, that it should be! xyxy=(105,143,236,157)
item-paragraph: "Yes, I mean my left ear." xyxy=(548,923,669,937)
item-paragraph: The train-boy had a bad eye and a most unmelodious voice. His yell sent a shudder through the entire car. It was, as a matter of course, the fate of the irritable man to select this particular train for his journey. Every time the train-boy howled he jumped and looked at him with an expression of reproach which gradually became malignant and then ferocious. xyxy=(532,554,771,680)
story-paragraph: "Well," says I, "he do look rather limp," says I, "as is natural when you're been lying so long in the water. But I think it's alive. Anyhow, we'd better row back and get your things dried, miss." xyxy=(277,2030,516,2092)
poem-line: And when his teacher said 'twas not xyxy=(21,304,190,318)
item-paragraph: "How are you going to fix it?" xyxy=(548,1051,691,1064)
story-paragraph: "An' a good thing, too," says I. "For a young lady like Miss Noe had ought to marry one as is her natural equal," says I; not meaning in birth alone, as is a thing I don't hold with; nor yet in money, as there ain't no counting upon; but a fine upstanding young lady, to my mind, deserves to be married to a fine young fellow. Or where'd the country get its soldiers and sailors from? xyxy=(21,1846,260,1972)
column-1 xyxy=(21,11,260,2337)
state-item: A married lady in Calhoun County is teaching a district school, in jointress of the building and boards at her home, for $10 per month. xyxy=(1044,266,1283,312)
column-5 xyxy=(1044,11,1283,2337)
poem-line: One with a mutton-chop did hack xyxy=(21,199,179,213)
